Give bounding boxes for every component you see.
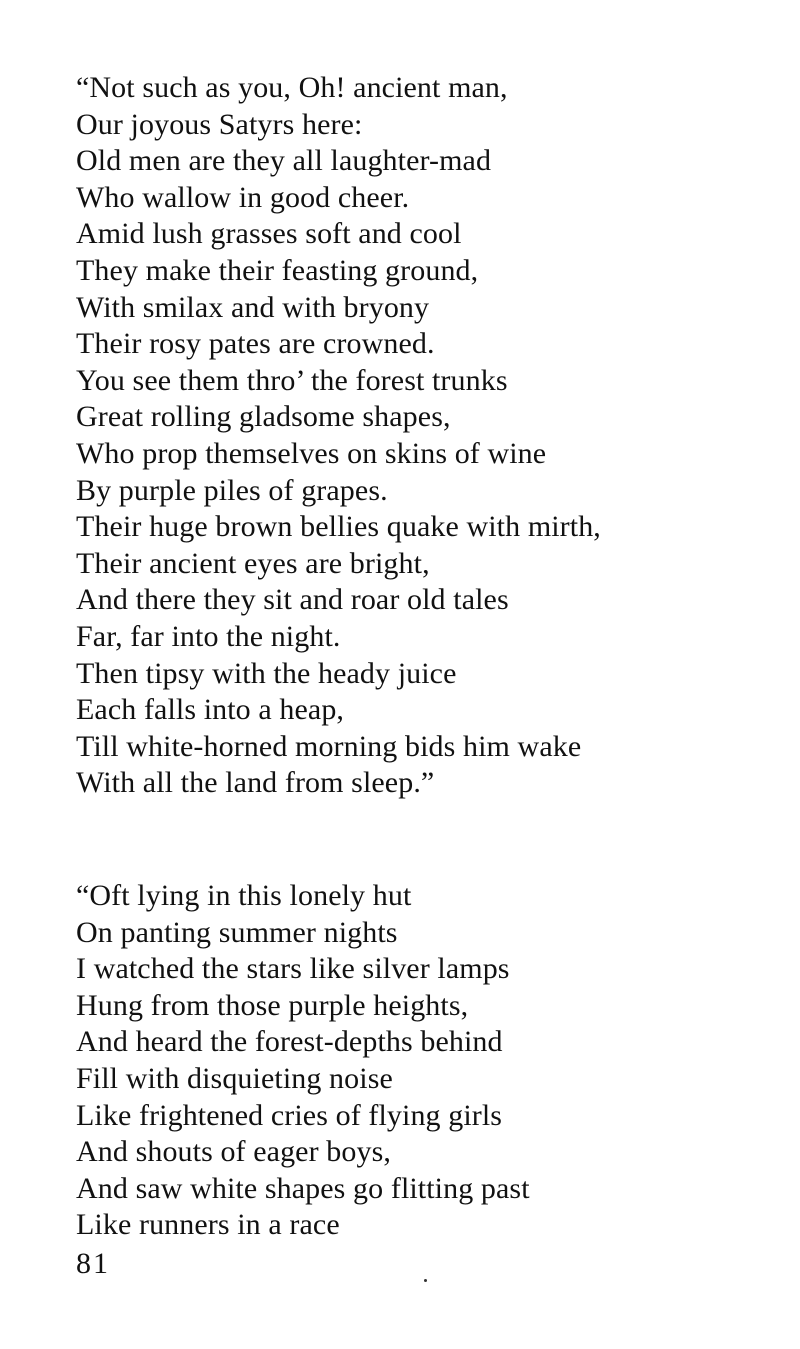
poem-line: Who prop themselves on skins of wine bbox=[76, 436, 547, 470]
poem-line: Their rosy pates are crowned. bbox=[76, 327, 435, 361]
poem-line: Fill with disquieting noise bbox=[76, 1061, 393, 1095]
poem-line: And shouts of eager boys, bbox=[76, 1135, 391, 1169]
poem-stanza-1 bbox=[76, 70, 601, 802]
poem-line: Their ancient eyes are bright, bbox=[76, 546, 430, 580]
poem-line: With smilax and with bryony bbox=[76, 290, 430, 324]
poem-line: Till white-horned morning bids him wake bbox=[76, 729, 582, 763]
poem-line: With all the land from sleep.” bbox=[76, 766, 435, 800]
poem-line: Old men are they all laughter-mad bbox=[76, 144, 492, 178]
poem-line: Like frightened cries of flying girls bbox=[76, 1098, 503, 1132]
poem-line: Great rolling gladsome shapes, bbox=[76, 400, 451, 434]
poem-line: “Oft lying in this lonely hut bbox=[76, 879, 412, 912]
poem-line: Like runners in a race bbox=[76, 1208, 340, 1242]
page-number: 81 bbox=[76, 1247, 110, 1280]
poem-line: Then tipsy with the heady juice bbox=[76, 656, 457, 690]
poem-line: And saw white shapes go flitting past bbox=[76, 1171, 530, 1205]
poem-line: I watched the stars like silver lamps bbox=[76, 952, 510, 986]
poem-line: By purple piles of grapes. bbox=[76, 473, 388, 507]
poem-line: Hung from those purple heights, bbox=[76, 988, 469, 1022]
poem-line: On panting summer nights bbox=[76, 915, 398, 949]
poem-line: “Not such as you, Oh! ancient man, bbox=[76, 71, 508, 104]
poem-line: Who wallow in good cheer. bbox=[76, 180, 410, 214]
poem-line: You see them thro’ the forest trunks bbox=[76, 363, 508, 397]
poem-line: Each falls into a heap, bbox=[76, 693, 345, 727]
paper-speck bbox=[424, 1279, 427, 1282]
poem-line: Far, far into the night. bbox=[76, 619, 341, 653]
poem-line: And there they sit and roar old tales bbox=[76, 583, 509, 617]
poem-line: They make their feasting ground, bbox=[76, 253, 479, 287]
poem-line: Amid lush grasses soft and cool bbox=[76, 217, 462, 251]
poem-line: Their huge brown bellies quake with mirth, bbox=[76, 510, 601, 544]
poem-stanza-2 bbox=[76, 878, 530, 1244]
poem-line: Our joyous Satyrs here: bbox=[76, 107, 363, 141]
poem-line: And heard the forest-depths behind bbox=[76, 1025, 503, 1059]
